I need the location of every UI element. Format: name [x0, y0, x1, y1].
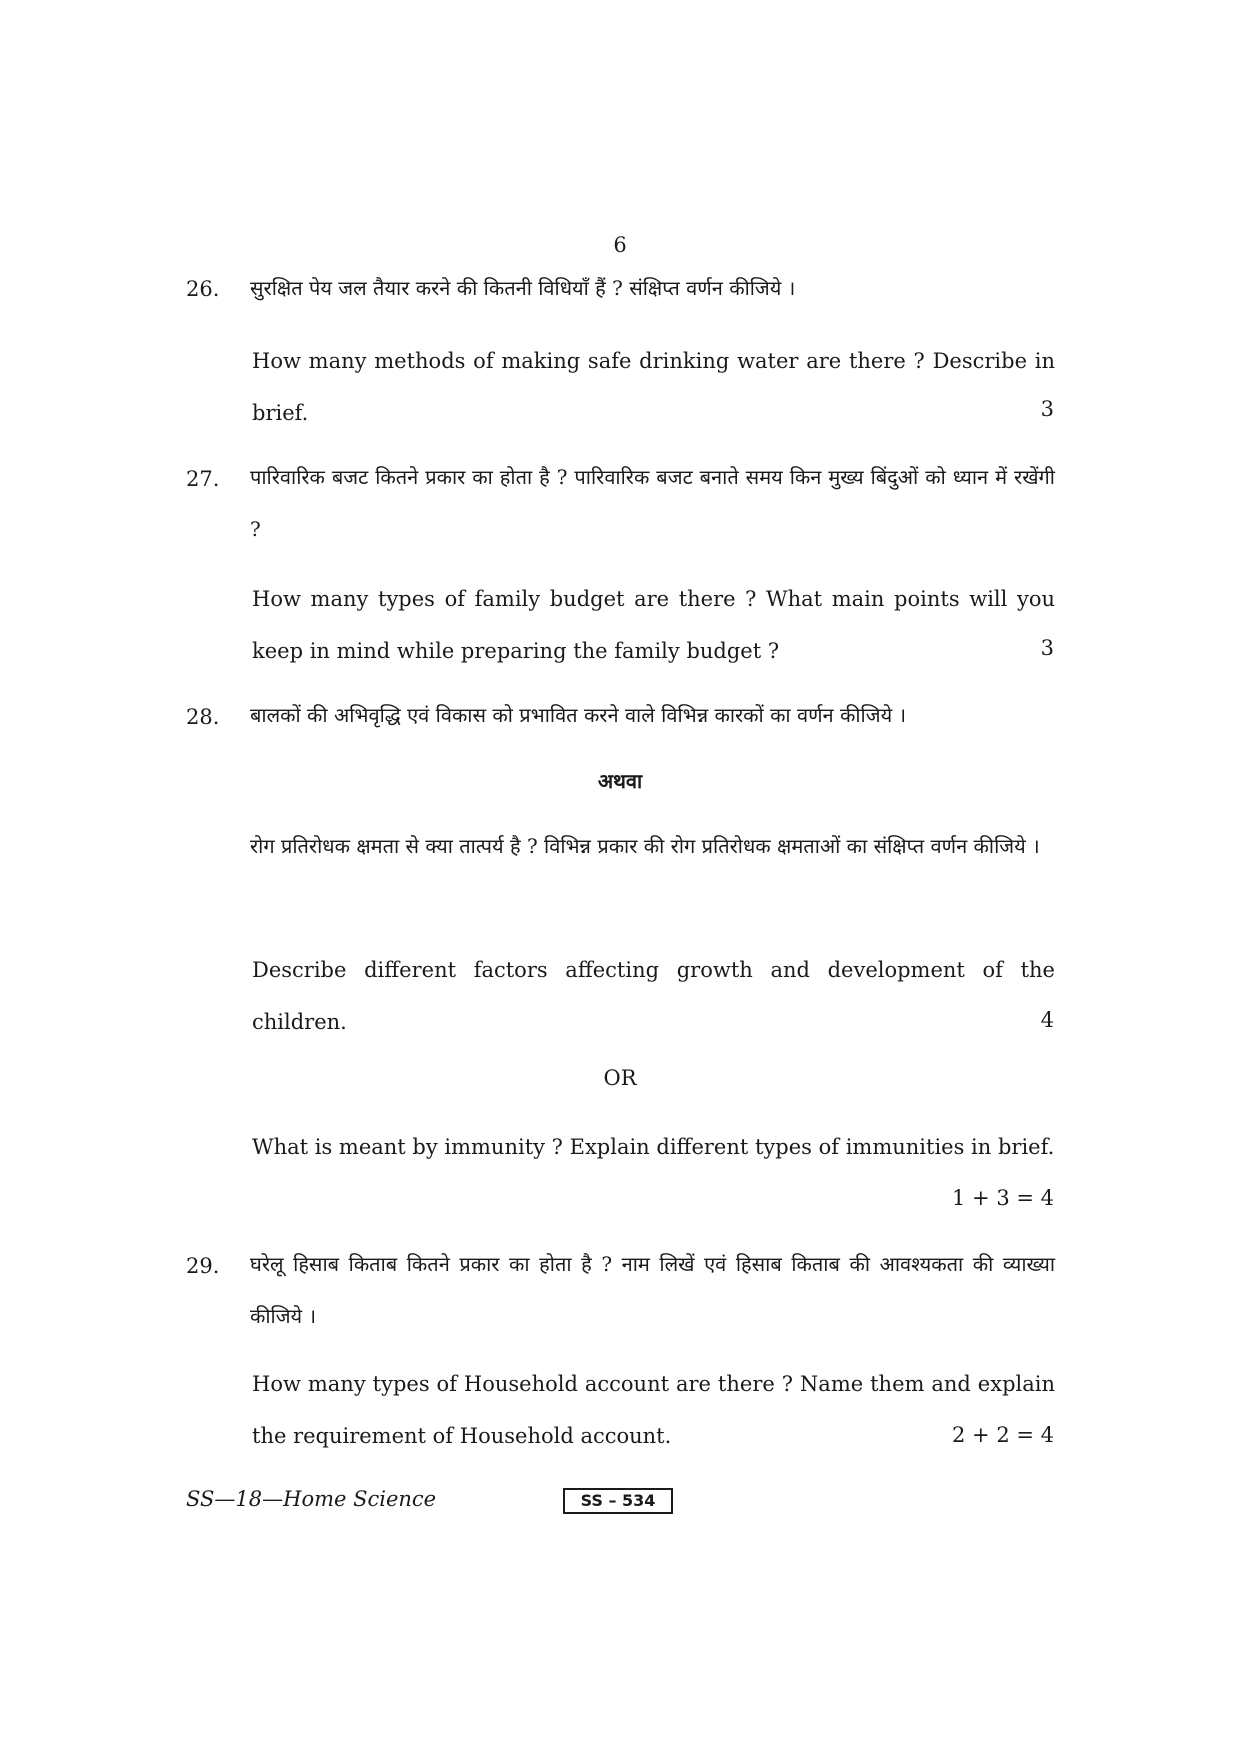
- question-text-english: How many types of Household account are there ? Name them and explain the requirement of Household account.: [252, 1372, 1055, 1448]
- question-marks: 3: [1040, 397, 1054, 421]
- question-text-hindi: सुरक्षित पेय जल तैयार करने की कितनी विधियाँ हैं ? संक्षिप्त वर्णन कीजिये ।: [250, 276, 796, 300]
- question-text-english: How many methods of making safe drinking water are there ? Describe in brief.: [252, 349, 1055, 425]
- question-number: 27.: [186, 467, 220, 491]
- footer-paper-title: SS—18—Home Science: [186, 1487, 437, 1511]
- question-marks: 4: [1040, 1008, 1054, 1032]
- question-text-hindi: पारिवारिक बजट कितने प्रकार का होता है ? पारिवारिक बजट बनाते समय किन मुख्य बिंदुओं को ध्यान में रखेंगी ?: [250, 465, 1055, 541]
- question-text-english: How many types of family budget are there ? What main points will you keep in mind while preparing the family budget ?: [252, 587, 1055, 663]
- or-label-english: OR: [603, 1066, 637, 1090]
- question-text-hindi-alt: रोग प्रतिरोधक क्षमता से क्या तात्पर्य है ? विभिन्न प्रकार की रोग प्रतिरोधक क्षमताओं का संक्षिप्त वर्णन कीजिये ।: [250, 834, 1040, 858]
- question-text-hindi: घरेलू हिसाब किताब कितने प्रकार का होता है ? नाम लिखें एवं हिसाब किताब की आवश्यकता की व्याख्या कीजिये ।: [250, 1252, 1055, 1328]
- page-number: 6: [613, 233, 627, 257]
- footer-paper-code: SS – 534: [563, 1488, 673, 1514]
- question-marks: 3: [1040, 636, 1054, 660]
- or-label-hindi: अथवा: [597, 769, 643, 793]
- question-number: 29.: [186, 1254, 220, 1278]
- question-number: 28.: [186, 705, 220, 729]
- question-text-hindi: बालकों की अभिवृद्धि एवं विकास को प्रभावित करने वाले विभिन्न कारकों का वर्णन कीजिये ।: [250, 703, 907, 727]
- question-text-english-alt: What is meant by immunity ? Explain different types of immunities in brief.: [252, 1135, 1055, 1159]
- question-marks: 2 + 2 = 4: [952, 1423, 1054, 1447]
- question-number: 26.: [186, 277, 220, 301]
- question-text-english: Describe different factors affecting growth and development of the children.: [252, 958, 1055, 1034]
- question-marks-alt: 1 + 3 = 4: [952, 1186, 1054, 1210]
